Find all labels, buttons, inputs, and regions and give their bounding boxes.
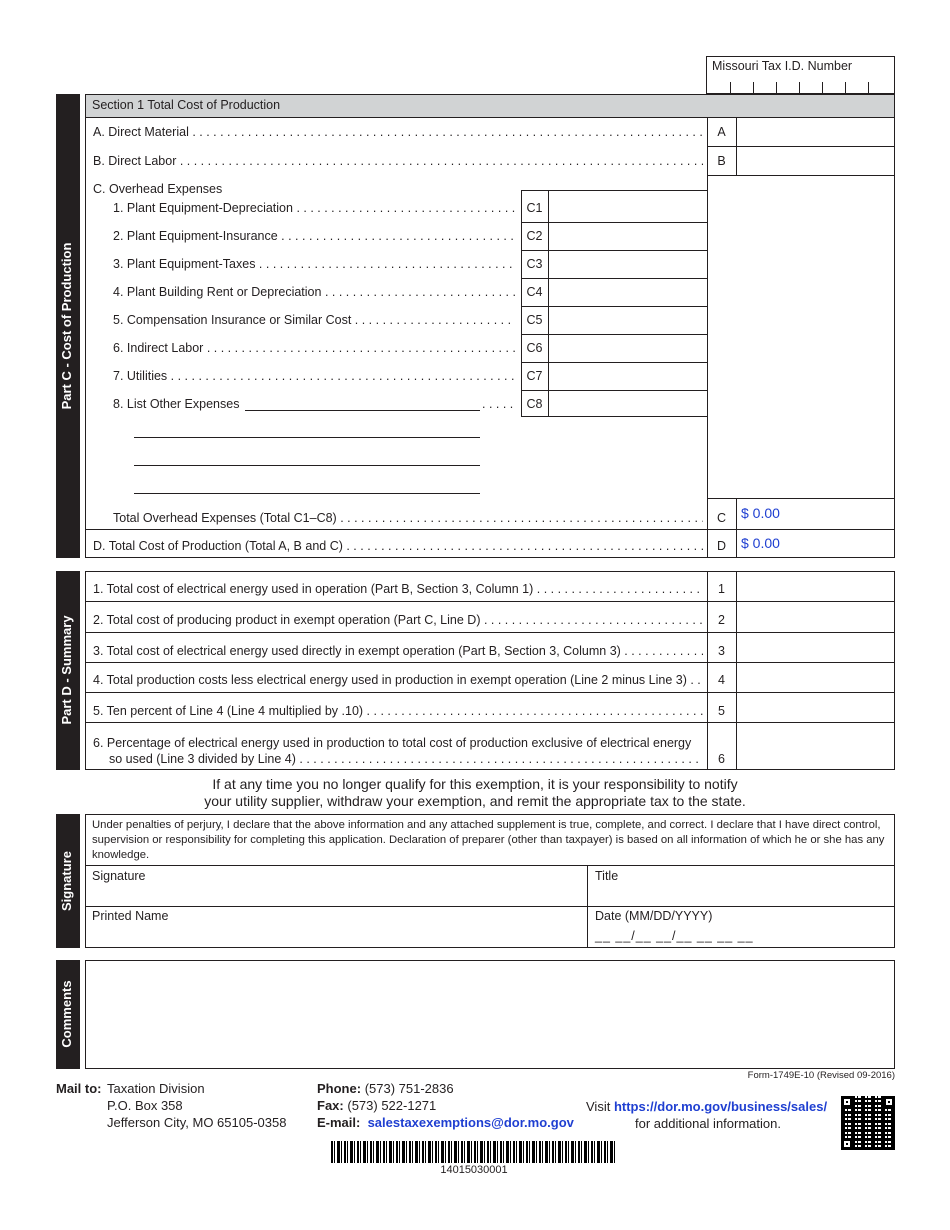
code-c4: C4 [526, 285, 543, 299]
input-c8[interactable] [549, 391, 707, 417]
printed-name-label: Printed Name [92, 909, 169, 923]
section-title: Section 1 Total Cost of Production [92, 98, 281, 112]
summary-line-6a: 6. Percentage of electrical energy used in production to total cost of production exclusive of electrical energy [93, 736, 692, 750]
code-c2: C2 [526, 229, 543, 243]
other-expenses-input-1[interactable] [245, 410, 480, 411]
line-c-heading: C. Overhead Expenses [93, 182, 223, 196]
phone-row: Phone: (573) 751-2836 [317, 1081, 454, 1096]
overhead-item-c3: 3. Plant Equipment-Taxes . . . [113, 257, 515, 271]
title-label: Title [595, 869, 619, 883]
input-c1[interactable] [549, 191, 707, 222]
barcode-number: 14015030001 [440, 1164, 508, 1176]
input-c6[interactable] [549, 335, 707, 362]
mail-to-label: Mail to: [56, 1081, 102, 1096]
summary-code-6: 6 [718, 752, 725, 766]
visit-suffix: for additional information. [635, 1116, 781, 1131]
code-c3: C3 [526, 257, 543, 271]
date-label: Date (MM/DD/YYYY) [595, 909, 713, 923]
part-d-sidebar-label: Part D - Summary [59, 615, 74, 725]
line-b-input[interactable] [737, 147, 894, 175]
input-c2[interactable] [549, 223, 707, 250]
line-d-code: D [716, 539, 727, 553]
form-id: Form-1749E-10 (Revised 09-2016) [747, 1070, 895, 1081]
signature-label: Signature [92, 869, 146, 883]
summary-input-3[interactable] [737, 633, 894, 662]
c8-leader: . . . . . [482, 397, 514, 411]
code-c6: C6 [526, 341, 543, 355]
declaration-text: Under penalties of perjury, I declare that the above information and any attached supplement is true, complete, and correct. I declare that I have direct control, supervision or responsibility for completing this application. Declaration of preparer (other than taxpayer) is based on all information of which he or she has any knowledge. [92, 819, 885, 861]
visit-row: Visit https://dor.mo.gov/business/sales/ [586, 1099, 828, 1114]
summary-code-3: 3 [718, 644, 725, 658]
total-overhead-code: C [716, 511, 727, 525]
other-expenses-input-4[interactable] [134, 493, 480, 494]
notice-line-2: your utility supplier, withdraw your exemption, and remit the appropriate tax to the state. [204, 793, 746, 809]
mail-line-2: P.O. Box 358 [107, 1098, 183, 1113]
summary-line-5: 5. Ten percent of Line 4 (Line 4 multiplied by .10) . . . [93, 704, 703, 718]
printed-name-input[interactable] [86, 924, 586, 947]
summary-input-2[interactable] [737, 602, 894, 632]
signature-input[interactable] [86, 884, 586, 906]
input-c4[interactable] [549, 279, 707, 306]
overhead-item-c1: 1. Plant Equipment-Depreciation . . . [113, 201, 515, 215]
code-c7: C7 [526, 369, 543, 383]
line-d-value[interactable]: $ 0.00 [741, 535, 780, 551]
overhead-item-c5: 5. Compensation Insurance or Similar Cost . . . [113, 313, 515, 327]
date-input[interactable]: __ __/__ __/__ __ __ __ [595, 929, 754, 943]
summary-line-3: 3. Total cost of electrical energy used directly in exempt operation (Part B, Section 3, Column 3) . . . [93, 644, 703, 658]
part-c-sidebar-label: Part C - Cost of Production [59, 242, 74, 410]
other-expenses-input-2[interactable] [134, 437, 480, 438]
overhead-item-c8: 8. List Other Expenses [113, 397, 240, 411]
input-c7[interactable] [549, 363, 707, 390]
line-d-label: D. Total Cost of Production (Total A, B and C) . . . [93, 539, 703, 553]
website-link[interactable]: https://dor.mo.gov/business/sales/ [613, 1099, 828, 1114]
signature-sidebar-label: Signature [59, 851, 74, 911]
summary-input-4[interactable] [737, 663, 894, 692]
summary-line-1: 1. Total cost of electrical energy used in operation (Part B, Section 3, Column 1) . . . [93, 582, 703, 596]
comments-input[interactable] [85, 960, 895, 1069]
summary-input-6[interactable] [737, 723, 894, 769]
summary-code-2: 2 [718, 613, 725, 627]
summary-input-1[interactable] [737, 572, 894, 601]
title-input[interactable] [588, 884, 894, 906]
line-b-label: B. Direct Labor . . . [93, 154, 703, 168]
summary-code-5: 5 [718, 704, 725, 718]
qr-code [841, 1096, 895, 1150]
summary-line-4: 4. Total production costs less electrical energy used in production in exempt operation (Line 2 minus Line 3) . . . [93, 673, 703, 687]
overhead-item-c4: 4. Plant Building Rent or Depreciation . . . [113, 285, 515, 299]
total-overhead-value[interactable]: $ 0.00 [741, 505, 780, 521]
other-expenses-input-3[interactable] [134, 465, 480, 466]
line-a-input[interactable] [737, 118, 894, 146]
overhead-item-c6: 6. Indirect Labor . . . [113, 341, 515, 355]
summary-line-2: 2. Total cost of producing product in exempt operation (Part C, Line D) . . . [93, 613, 703, 627]
tax-id-input[interactable] [706, 80, 895, 94]
summary-input-5[interactable] [737, 693, 894, 722]
line-b-code: B [717, 154, 726, 168]
email-row: E-mail: salestaxexemptions@dor.mo.gov [317, 1115, 574, 1130]
summary-code-4: 4 [718, 673, 725, 687]
overhead-item-c2: 2. Plant Equipment-Insurance . . . [113, 229, 515, 243]
tax-id-label: Missouri Tax I.D. Number [712, 59, 853, 73]
line-a-code: A [717, 125, 726, 139]
barcode [331, 1141, 617, 1163]
total-overhead-label: Total Overhead Expenses (Total C1–C8) . . . [113, 511, 703, 525]
notice-line-1: If at any time you no longer qualify for this exemption, it is your responsibility to notify [212, 776, 738, 792]
comments-sidebar-label: Comments [59, 980, 74, 1048]
summary-line-6b: so used (Line 3 divided by Line 4) . . . [109, 752, 703, 766]
overhead-item-c7: 7. Utilities . . . [113, 369, 515, 383]
fax-row: Fax: (573) 522-1271 [317, 1098, 437, 1113]
input-c5[interactable] [549, 307, 707, 334]
code-c1: C1 [526, 201, 543, 215]
summary-code-1: 1 [718, 582, 725, 596]
mail-line-1: Taxation Division [107, 1081, 205, 1096]
mail-line-3: Jefferson City, MO 65105-0358 [107, 1115, 287, 1130]
line-a-label: A. Direct Material . . . [93, 125, 703, 139]
code-c5: C5 [526, 313, 543, 327]
input-c3[interactable] [549, 251, 707, 278]
email-link[interactable]: salestaxexemptions@dor.mo.gov [367, 1115, 574, 1130]
code-c8: C8 [526, 397, 543, 411]
